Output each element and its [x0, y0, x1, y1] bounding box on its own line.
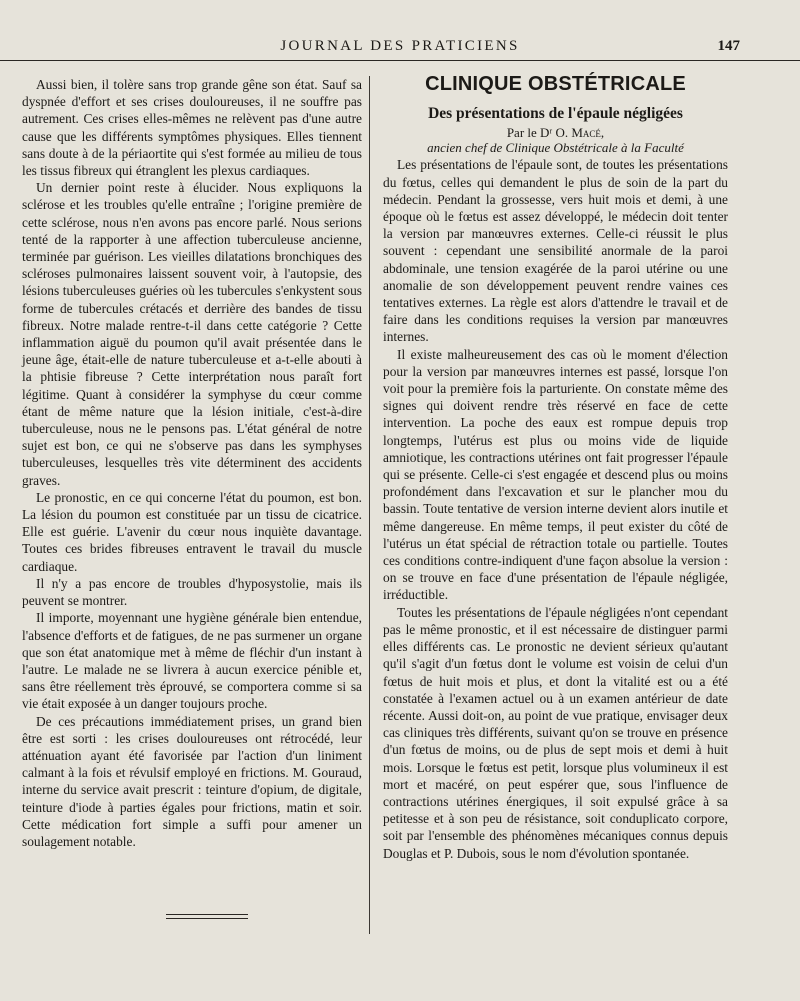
- left-paragraph-2: Un dernier point reste à élucider. Nous expliquons la sclérose et les troubles qu'elle entraîne ; l'origine première de cette sclérose, nous n'en avons pas encore parlé. Nous serions tenté de la rapporter à une affection tuberculeuse ancienne, terminée par guérison. Les vieilles dilatations bronchiques des scléroses pulmonaires laissent souvent voir, à l'autopsie, des lésions tuberculeuses guéries où les tubercules s'enkystent sous forme de tubercules crétacés et derrière des bandes de tissu fibreux. Notre malade rentre-t-il dans cette catégorie ? Cette inflammation aiguë du poumon qu'il avait présentée dans le jeune âge, était-elle de nature tuberculeuse et a-t-elle abouti à la phtisie fibreuse ? Cette interprétation nous paraît fort légitime. Quant à considérer la symphyse du cœur comme étant de même nature que la lésion initiale, c'est-à-dire tuberculeuse, nous ne le pensons pas. L'état général de notre sujet est bon, ce qui ne s'observe pas dans les symphyses tuberculeuses, lesquelles très vite déterminent des accidents graves.: [22, 180, 362, 488]
- right-column: [383, 73, 728, 862]
- section-title: CLINIQUE OBSTÉTRICALE: [425, 73, 686, 95]
- right-paragraph-2: Il existe malheureusement des cas où le moment d'élection pour la version par manœuvres internes est passé, lorsque l'on voit pour la première fois la parturiente. On constate même des signes qui doivent rendre très réservé en face de cette intervention. La poche des eaux est rompue depuis trop longtemps, l'utérus est plus ou moins vide de liquide amniotique, les contractions utérines ont fait progresser l'épaule qui se présente. Celle-ci s'est engagée et descend plus ou moins profondément dans l'excavation et sur le plancher mou du bassin. Toute tentative de version interne devient alors inutile et même dangereuse. En même temps, il peut exister du côté de l'utérus un état spécial de rétraction totale ou partielle. Toutes ces conditions contre-indiquent d'une façon absolue la version : on se trouve en face d'une présentation de l'épaule négligée, irréductible.: [383, 346, 728, 603]
- article-title: Des présentations de l'épaule négligées: [428, 105, 683, 123]
- column-divider: [369, 76, 370, 934]
- byline: [383, 125, 728, 140]
- page-number: 147: [717, 38, 740, 54]
- journal-title: JOURNAL DES PRATICIENS: [280, 38, 520, 54]
- left-paragraph-4: Il n'y a pas encore de troubles d'hyposystolie, mais ils peuvent se montrer.: [22, 575, 362, 609]
- author-affiliation: ancien chef de Clinique Obstétricale à la Faculté: [427, 140, 684, 156]
- left-paragraph-5: Il importe, moyennant une hygiène générale bien entendue, l'absence d'efforts et de fatigues, de ne pas surmener un organe que son état anatomique met à même de fléchir d'un instant à l'autre. Le malade ne se livrera à aucun exercice pénible et, sans être réellement très éprouvé, se comportera comme si sa vie était exposée à un danger toujours proche.: [22, 610, 362, 712]
- right-paragraph-1: Les présentations de l'épaule sont, de toutes les présentations du fœtus, celles qui demandent le plus de soin de la part du médecin. Pendant la grossesse, vers huit mois et demi, à une époque où le fœtus est assez développé, le médecin doit tenter la version par manœuvres externes. Celle-ci réussit le plus souvent : cependant une sensibilité anormale de la paroi abdominale, une tension exagérée de la paroi utérine ou une anomalie de son développement peuvent rendre vaines ces tentatives externes. La règle est alors d'attendre le travail et de faire dans les conditions requises la version par manœuvres internes.: [383, 157, 728, 345]
- left-column: [22, 76, 362, 850]
- byline-prefix: Par le Dʳ O.: [506, 125, 572, 141]
- left-paragraph-1: Aussi bien, il tolère sans trop grande gêne son état. Sauf sa dyspnée d'effort et ses crises douloureuses, il ne souffre pas autrement. Ces crises elles-mêmes ne relèvent pas d'une autre cause que les différents symptômes physiques. Elles tiennent sans doute à de la périaortite qui s'est formée au milieu de tous les tissus fibreux qui étranglent les plexus cardiaques.: [22, 77, 362, 179]
- author-surname: Macé,: [571, 125, 605, 141]
- end-of-article-rule: [166, 914, 248, 919]
- left-paragraph-3: Le pronostic, en ce qui concerne l'état du poumon, est bon. La lésion du poumon est constituée par un tissu de cicatrice. Elle est guérie. L'avenir du cœur nous inquiète davantage. Toutes ces brides fibreuses entravent le travail du muscle cardiaque.: [22, 489, 362, 574]
- right-paragraph-3: Toutes les présentations de l'épaule négligées n'ont cependant pas le même pronostic, et il est nécessaire de distinguer parmi elles différents cas. Le pronostic ne devient sérieux qu'autant qu'il s'agit d'un fœtus dont le volume est voisin de celui d'un fœtus de huit mois et plus, et dont la vitalité est ou a été constatée à l'examen actuel ou à un examen antérieur de date récente. Aussi doit-on, au point de vue pratique, envisager deux cas cliniques très différents, suivant qu'on se trouve en présence d'un fœtus de moins, ou de plus de sept mois et demi à huit mois. Lorsque le fœtus est petit, lorsque plus volumineux il est mort et macéré, on peut espérer que, sous l'influence de contractions utérines énergiques, il soit expulsé grâce à sa petitesse et à son peu de résistance, soit conduplicato corpore, soit par l'ensemble des phénomènes mécaniques connus depuis Douglas et P. Dubois, sous le nom d'évolution spontanée.: [383, 604, 728, 861]
- left-paragraph-6: De ces précautions immédiatement prises, un grand bien être est sorti : les crises douloureuses ont rétrocédé, leur atténuation ayant été favorisée par l'action d'un liniment calmant à la fois et révulsif employé en frictions. M. Gouraud, interne du service avait prescrit : teinture d'opium, de digitale, teinture d'iode à parties égales pour frictions, matin et soir. Cette médication fort simple a suffi pour amener un soulagement notable.: [22, 713, 362, 849]
- running-head: [0, 38, 800, 61]
